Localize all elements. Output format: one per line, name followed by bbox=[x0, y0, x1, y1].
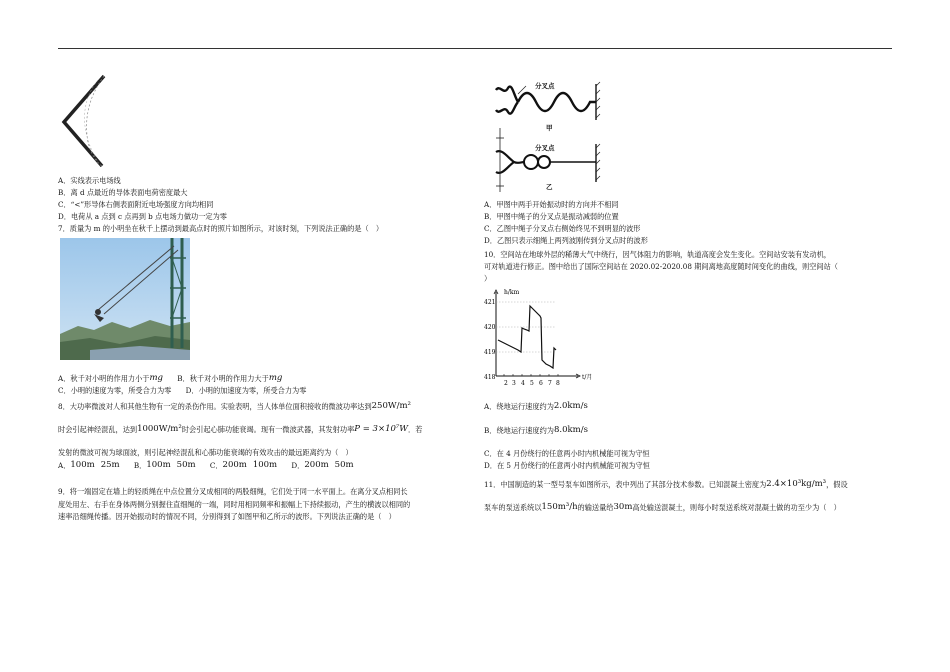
altitude-chart bbox=[484, 286, 604, 390]
q9-line3: 速率沿细绳传播。因开始振动时的情况不同，分别得到了如图甲和乙所示的波形。下列说法正确的是（ ） bbox=[58, 512, 396, 521]
q11-line2 bbox=[484, 503, 841, 513]
q11-line2-post: 高处输送混凝土，则每小时泵送系统对混凝土做的功至少为（ ） bbox=[632, 503, 841, 512]
q11-line2-pre: 泵车的泵送系统以 bbox=[484, 503, 542, 512]
q6-option-b: B．离 d 点最近的导体表面电荷密度最大 bbox=[58, 188, 188, 197]
chart-x-tick-7: 7 bbox=[548, 380, 552, 387]
q8-options bbox=[58, 461, 354, 471]
q7-mg-b: mg bbox=[268, 373, 283, 383]
q9-option-b: B．甲图中绳子的分叉点是振动减弱的位置 bbox=[484, 212, 619, 221]
q8-math-p: P = 3×10⁷W bbox=[354, 424, 409, 434]
q8-line2-pre: 时会引起神经混乱，达到 bbox=[58, 425, 138, 434]
q10-option-c: C．在 4 月份绕行的任意两小时内机械能可视为守恒 bbox=[484, 449, 650, 458]
q11-line1 bbox=[484, 480, 848, 490]
q8-line1 bbox=[58, 402, 411, 412]
q11-line1-post: ，假设 bbox=[826, 480, 848, 489]
fig-label-yi: 乙 bbox=[546, 183, 553, 191]
q10-option-b bbox=[484, 426, 588, 436]
q6-option-a: A．实线表示电场线 bbox=[58, 176, 121, 185]
q11-line1-text: 11．中国制造的某一型号泵车如图所示，表中列出了其部分技术参数。已知混凝土密度为 bbox=[484, 480, 767, 489]
q10-option-a-math: 2.0km/s bbox=[553, 401, 588, 411]
q10-option-b-math: 8.0km/s bbox=[553, 425, 588, 435]
chart-x-tick-2: 2 bbox=[504, 380, 508, 387]
q11-math-flow: 150m³/h bbox=[541, 502, 578, 512]
q7-options-cd bbox=[58, 386, 306, 396]
q11-math-density: 2.4×10³kg/m³ bbox=[766, 479, 827, 489]
q6-option-c: C．“<”形导体右侧表面附近电场强度方向均相同 bbox=[58, 200, 214, 209]
q8-math-250: 250W/m² bbox=[371, 401, 411, 411]
chart-x-tick-4: 4 bbox=[521, 380, 525, 387]
q10-line3: ） bbox=[484, 274, 492, 283]
fig-label-fork-jia: 分叉点 bbox=[535, 82, 555, 90]
conductor-figure bbox=[58, 72, 110, 170]
chart-y-tick-420: 420 bbox=[484, 324, 496, 331]
q6-option-d: D．电荷从 a 点到 c 点再到 b 点电场力做功一定为零 bbox=[58, 212, 227, 221]
q11-line2-mid: 的输送量给 bbox=[577, 503, 614, 512]
q9-option-a: A．甲图中两手开始振动时的方向并不相同 bbox=[484, 200, 619, 209]
fig-label-fork-yi: 分叉点 bbox=[535, 144, 555, 152]
q7-option-b: B．秋千对小明的作用力大于 bbox=[177, 374, 269, 383]
q9-line2: 度处用左、右手在身体两侧分别握住直细绳的一端，同时用相同频率和振幅上下持续振动，产生的横波以相同的 bbox=[58, 500, 411, 509]
q7-option-a: A．秋千对小明的作用力小于 bbox=[58, 374, 150, 383]
q8-line2-mid: 时会引起心肺功能衰竭。现有一微波武器，其发射功率 bbox=[181, 425, 355, 434]
q10-option-a-text: A．绕地运行速度约为 bbox=[484, 402, 554, 411]
q7-options-ab bbox=[58, 374, 282, 384]
q10-option-d: D．在 5 月份绕行的任意两小时内机械能可视为守恒 bbox=[484, 461, 650, 470]
q9-option-d: D．乙图只表示细绳上两列波刚传到分叉点时的波形 bbox=[484, 236, 648, 245]
q11-math-height: 30m bbox=[613, 502, 633, 512]
q7-option-d: D．小明的加速度为零，所受合力为零 bbox=[185, 386, 307, 395]
q9-option-c: C．乙图中绳子分叉点右侧始终见不到明显的波形 bbox=[484, 224, 641, 233]
q8-option-d: D．200m 50m bbox=[291, 460, 354, 470]
q10-line1: 10．空间站在地球外层的稀薄大气中绕行，因气体阻力的影响，轨道高度会发生变化。空间站安装有发动机， bbox=[484, 250, 831, 259]
q8-line2-post: ．若 bbox=[408, 425, 423, 434]
q8-line2 bbox=[58, 425, 422, 435]
q8-line3: 发射的微波可视为球面波，则引起神经混乱和心肺功能衰竭的有效攻击的最远距离约为（ ） bbox=[58, 448, 353, 457]
q7-mg-a: mg bbox=[149, 373, 163, 383]
q7-stem: 7．质量为 m 的小明坐在秋千上摆动到最高点时的照片如图所示，对该时刻，下列说法正确的是（ ） bbox=[58, 224, 384, 233]
chart-y-tick-421: 421 bbox=[484, 299, 496, 306]
chart-y-tick-418: 418 bbox=[484, 374, 496, 381]
fig-label-jia: 甲 bbox=[546, 124, 553, 132]
q10-option-b-text: B．绕地运行速度约为 bbox=[484, 426, 554, 435]
chart-x-tick-6: 6 bbox=[539, 380, 543, 387]
q10-line2: 可对轨道进行修正。图中给出了国际空间站在 2020.02-2020.08 期间离地高度随时间变化的曲线，则空间站（ bbox=[484, 262, 838, 271]
chart-x-tick-8: 8 bbox=[556, 380, 560, 387]
q8-option-a: A．100m 25m bbox=[58, 460, 120, 470]
q8-line1-text: 8．大功率微波对人和其他生物有一定的杀伤作用。实验表明，当人体单位面积接收的微波功率达到 bbox=[58, 402, 372, 411]
chart-x-tick-5: 5 bbox=[530, 380, 534, 387]
q10-option-a bbox=[484, 402, 588, 412]
rope-wave-figure bbox=[490, 76, 610, 194]
q8-option-b: B．100m 50m bbox=[133, 460, 196, 470]
q9-line1: 9．将一端固定在墙上的轻质绳在中点位置分叉成相同的两股细绳，它们处于同一水平面上。在离分叉点相同长 bbox=[58, 487, 408, 496]
chart-x-tick-3: 3 bbox=[512, 380, 516, 387]
chart-y-tick-419: 419 bbox=[484, 349, 496, 356]
q8-option-c: C．200m 100m bbox=[209, 460, 278, 470]
q8-math-1000: 1000W/m² bbox=[137, 424, 182, 434]
header-rule bbox=[58, 48, 892, 49]
swing-photo bbox=[60, 238, 190, 360]
chart-altitude-line bbox=[498, 306, 556, 368]
q7-option-c: C．小明的速度为零，所受合力为零 bbox=[58, 386, 172, 395]
chart-x-unit: t/月 bbox=[582, 374, 593, 381]
chart-y-unit: h/km bbox=[504, 289, 520, 296]
